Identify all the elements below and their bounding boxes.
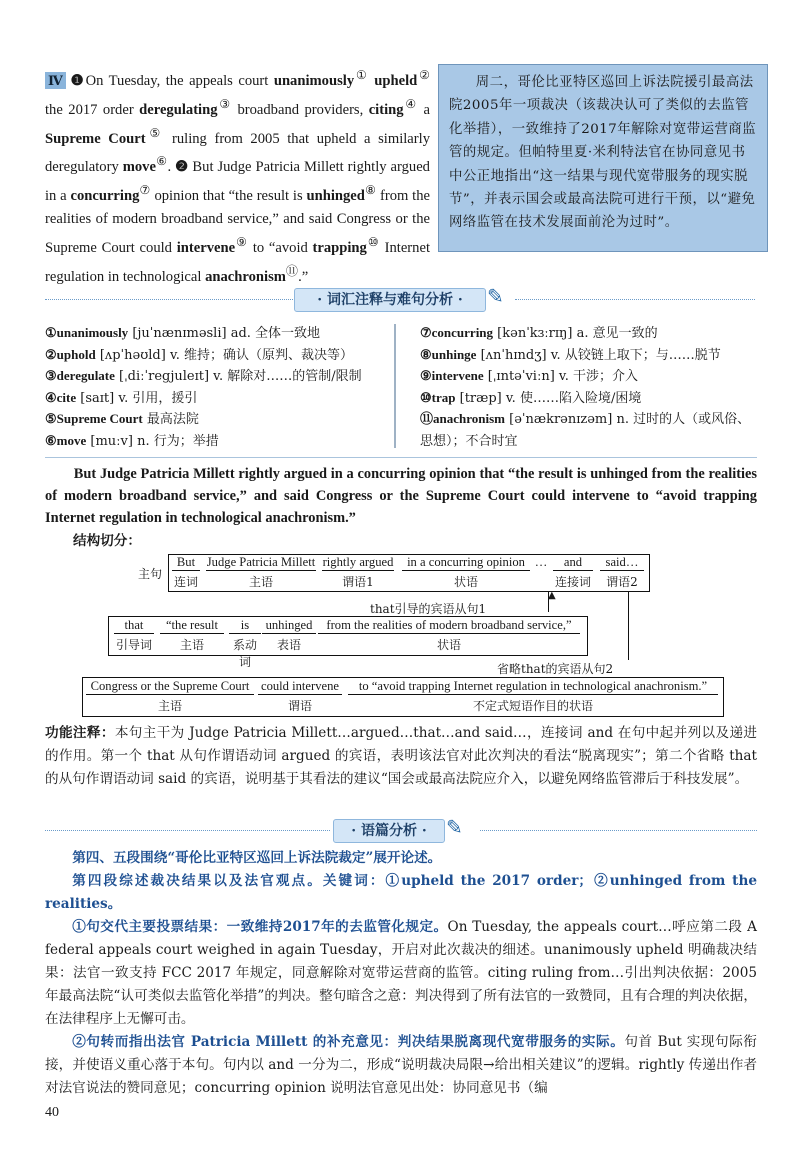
function-note-label: 功能注释：: [45, 725, 115, 741]
arrow-up-icon: ▲: [548, 590, 556, 601]
vocab-definition: [ˌɪntəˈviːn] v. 干涉；介入: [483, 369, 638, 385]
vocab-definition: 最高法院: [142, 412, 199, 428]
structure-label: 结构切分：: [73, 533, 141, 549]
vocab-word: ⑥move: [45, 432, 87, 448]
segment-role: 连接词: [554, 575, 591, 589]
segment-role: 引导词: [115, 638, 152, 652]
section-divider: [45, 457, 757, 458]
vocab-right-list: [420, 323, 770, 453]
vocab-item: [420, 345, 770, 367]
vocab-item: [420, 431, 770, 453]
vocab-item: [45, 345, 390, 367]
vocab-item: [45, 409, 390, 431]
clause1-note: that引导的宾语从句1: [370, 602, 487, 616]
vocab-definition: [træp] v. 使……陷入险境/困境: [455, 390, 642, 406]
paragraph-tag: Ⅳ: [45, 72, 66, 89]
function-note-text: 本句主干为 Judge Patricia Millett…argued…that…and said…，连接词 and 在句中起并列以及递进的作用。第一个 that 从句作谓语动词 argued 的宾语，表明该法官对此次判决的看法“脱离现实”；第二个省略 that 的从句作谓语动词 said 的宾语，说明基于其看法的建议“国会或最高法院应介入，以避免网络监管滞后于科技发展”。: [45, 725, 758, 787]
segment-role: 主语: [157, 699, 182, 713]
discourse-p2: 第四段综述裁决结果以及法官观点。关键词：①upheld the 2017 order；②unhinged from the realities。: [45, 873, 757, 912]
vocab-item: [45, 431, 390, 453]
main-clause-label: 主句: [138, 567, 163, 581]
discourse-body: [45, 847, 757, 1100]
discourse-p4-head: ②句转而指出法官 Patricia Millett 的补充意见：判决结果脱离现代宽带服务的实际。: [72, 1034, 625, 1050]
segment-role: 连词: [173, 575, 198, 589]
vocab-word: ⑨intervene: [420, 368, 484, 384]
segment-role: 系动词: [232, 638, 257, 669]
pen-icon-2: ✎: [446, 815, 463, 839]
vocab-item: [420, 409, 770, 431]
segment-text: could intervene: [258, 679, 342, 695]
vocab-definition: [saɪt] v. 引用，援引: [76, 390, 198, 406]
function-note: [45, 722, 757, 791]
vocab-left-list: [45, 323, 390, 453]
segment-role: 主语: [179, 638, 204, 652]
segment-role: 谓语: [287, 699, 312, 713]
vocab-definition: 思想）；不合时宜: [420, 433, 518, 449]
vocab-item: [420, 388, 770, 410]
vocab-word: ②uphold: [45, 346, 96, 362]
segment-text: is: [229, 618, 261, 634]
segment-text: Congress or the Supreme Court: [86, 679, 254, 695]
passage-body: ❶On Tuesday, the appeals court unanimously① upheld② the 2017 order deregulating③ broadband providers, citing④ a Supreme Court⑤ ruling from 2005 that upheld a similarly deregulatory move⑥. ❷ But Judge Patricia Millett rightly argued in a concurring⑦ opinion that “the result is unhinged⑧ from the realities of modern broadband service,” and said Congress or the Supreme Court could intervene⑨ to “avoid trapping⑩ Internet regulation in technological anachronism⑪.”: [45, 68, 431, 286]
discourse-p3-text: On Tuesday, the appeals court…呼应第二段 A federal appeals court weighed in again Tuesday，开启对此次裁决的细述。unanimously upheld 明确裁决结果：法官一致支持 FCC 2017 年规定，同意解除对宽带运营商的监管。citing ruling from…引出判决依据：2005 年最高法院“认可类似去监管化举措”的判决。整句暗含之意：判决得到了所有法官的一致赞同，且有合理的判决依据，在法律程序上无懈可击。: [45, 919, 757, 1027]
translation-box: [438, 64, 768, 252]
vocab-definition: [kənˈkɜːrɪŋ] a. 意见一致的: [493, 326, 658, 341]
segment-role: 主语: [248, 575, 273, 589]
vocab-word: ①unanimously: [45, 325, 129, 340]
segment-text: said…: [600, 555, 644, 571]
segment-text: to “avoid trapping Internet regulation in technological anachronism.”: [348, 679, 718, 695]
vocab-item: [420, 323, 770, 345]
discourse-p1: 第四、五段围绕“哥伦比亚特区巡回上诉法院裁定”展开论述。: [72, 850, 442, 866]
divider2-left: [45, 830, 330, 831]
divider-left: [45, 299, 295, 300]
discourse-p4-text: 句首 But 实现句际衔接，并使语义重心落于本句。句内以 and 一分为二，形成“说明裁决局限→给出相关建议”的逻辑。rightly 传递出作者对法官说法的赞同意见；concurring opinion 说明法官意见出处：协同意见书（编: [45, 1034, 757, 1096]
segment-text: in a concurring opinion: [402, 555, 530, 571]
discourse-p3: [45, 916, 757, 1031]
vocab-word: ⑩trap: [420, 389, 456, 405]
segment-text: unhinged: [262, 618, 316, 634]
segment-role: 不定式短语作目的状语: [472, 699, 593, 713]
vocab-definition: [əˈnækrənɪzəm] n. 过时的人（或风俗、: [505, 412, 751, 428]
segment-text: …: [534, 555, 548, 569]
vocab-item: [420, 366, 770, 388]
vocab-bracket: [394, 324, 408, 448]
vocab-item: [45, 388, 390, 410]
vocab-word: ⑤Supreme Court: [45, 411, 143, 427]
vocab-banner: [294, 288, 486, 312]
segment-text: rightly argued: [322, 555, 394, 569]
vocab-definition: [ˌdiːˈregjuleɪt] v. 解除对……的管制/限制: [114, 369, 362, 385]
segment-text: that: [114, 618, 154, 634]
segment-text: Judge Patricia Millett: [206, 555, 316, 569]
discourse-banner: [333, 819, 445, 843]
vocab-word: ③deregulate: [45, 368, 115, 384]
segment-role: 谓语1: [342, 575, 374, 589]
discourse-title: · 语篇分析 ·: [351, 823, 427, 839]
vocab-definition: [muːv] n. 行为；举措: [86, 433, 219, 449]
vocab-definition: [juˈnænɪməsli] ad. 全体一致地: [128, 326, 321, 341]
vocab-definition: [ʌnˈhɪndʒ] v. 从铰链上取下；与……脱节: [476, 347, 721, 363]
segment-role: 状语: [453, 575, 478, 589]
segment-role: 谓语2: [606, 575, 638, 589]
segment-text: But: [172, 555, 200, 571]
connector-line-2: [628, 592, 629, 660]
vocab-item: [45, 366, 390, 388]
discourse-p4: [45, 1031, 757, 1100]
vocab-title: · 词汇注释与难句分析 ·: [317, 292, 463, 308]
vocab-word: ⑦concurring: [420, 325, 494, 340]
segment-text: from the realities of modern broadband service,”: [318, 618, 580, 634]
vocab-definition: [ʌpˈhəʊld] v. 维持；确认（原判、裁决等）: [95, 347, 354, 363]
segment-text: and: [553, 555, 593, 571]
page-number: 40: [45, 1105, 59, 1120]
vocab-word: ⑪anachronism: [420, 411, 505, 427]
translation-text: 周二，哥伦比亚特区巡回上诉法院援引最高法院2005年一项裁决（该裁决认可了类似的去监管化举措），一致维持了2017年解除对宽带运营商监管的规定。但帕特里夏·米利特法官在协同意见书中公正地指出“这一结果与现代宽带服务的现实脱节”，并表示国会或最高法院可进行干预，以“避免网络监管在技术发展面前沦为过时”。: [449, 75, 757, 231]
hard-sentence: But Judge Patricia Millett rightly argued in a concurring opinion that “the result is unhinged from the realities of modern broadband service,” and said Congress or the Supreme Court could intervene to “avoid trapping Internet regulation in technological anachronism.”: [45, 466, 757, 526]
divider2-right: [480, 830, 757, 831]
divider-right: [515, 299, 755, 300]
clause2-note: 省略that的宾语从句2: [497, 662, 614, 676]
segment-role: 状语: [436, 638, 461, 652]
vocab-word: ④cite: [45, 389, 77, 405]
vocab-item: [45, 323, 390, 345]
segment-role: 表语: [276, 638, 301, 652]
discourse-p3-head: ①句交代主要投票结果：一致维持2017年的去监管化规定。: [72, 919, 448, 935]
vocab-word: ⑧unhinge: [420, 346, 477, 362]
segment-text: “the result: [160, 618, 224, 634]
passage-text: [45, 64, 430, 289]
pen-icon: ✎: [487, 284, 504, 308]
